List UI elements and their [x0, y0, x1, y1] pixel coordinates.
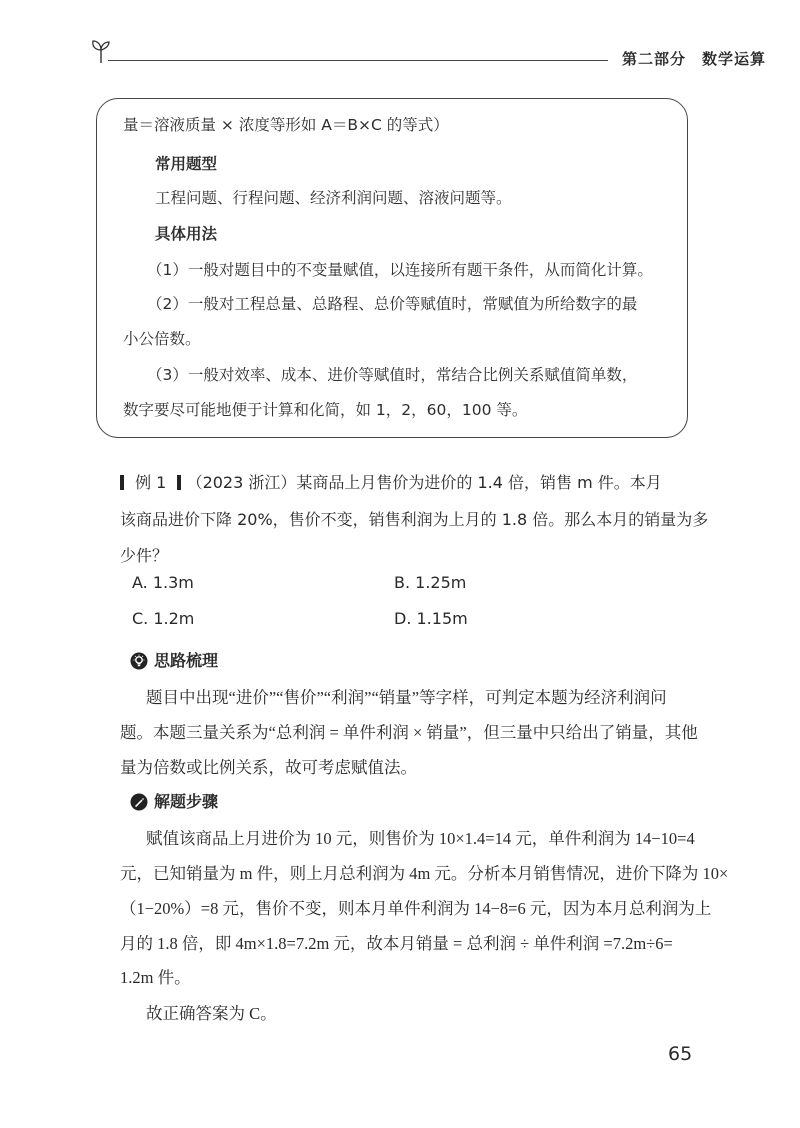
- page-number: 65: [668, 1043, 693, 1065]
- option-c: C. 1.2m: [132, 609, 195, 628]
- analysis-heading-text: 思路梳理: [154, 651, 219, 670]
- solution-line-4: 月的 1.8 倍，即 4m×1.8=7.2m 元，故本月销量 = 总利润 ÷ 单件利润 =7.2m÷6=: [120, 934, 673, 953]
- option-a: A. 1.3m: [132, 573, 194, 592]
- analysis-line-2: 题。本题三量关系为“总利润 = 单件利润 × 销量”，但三量中只给出了销量，其他: [120, 723, 698, 742]
- option-d: D. 1.15m: [394, 609, 468, 628]
- box-continuation-line: 量＝溶液质量 × 浓度等形如 A＝B×C 的等式）: [123, 116, 449, 134]
- types-text: 工程问题、行程问题、经济利润问题、溶液问题等。: [155, 189, 512, 207]
- heading-common-types: 常用题型: [155, 155, 218, 173]
- usage-item-1: （1）一般对题目中的不变量赋值，以连接所有题干条件，从而简化计算。: [147, 261, 653, 279]
- method-box: [96, 98, 688, 438]
- solution-line-1: 赋值该商品上月进价为 10 元，则售价为 10×1.4=14 元，单件利润为 14−10=4: [146, 829, 695, 848]
- lightbulb-icon: [130, 652, 148, 670]
- usage-item-3a: （3）一般对效率、成本、进价等赋值时，常结合比例关系赋值简单数，: [147, 366, 638, 384]
- label-bar-left: [120, 475, 124, 490]
- analysis-line-3: 量为倍数或比例关系，故可考虑赋值法。: [120, 758, 417, 777]
- question-text-2: 该商品进价下降 20%，售价不变，销售利润为上月的 1.8 倍。那么本月的销量为多: [120, 510, 709, 529]
- label-bar-right: [177, 475, 181, 490]
- solution-heading-text: 解题步骤: [154, 792, 219, 811]
- header-rule: [108, 60, 608, 61]
- page-header: [90, 38, 767, 74]
- question-text-1: （2023 浙江）某商品上月售价为进价的 1.4 倍，销售 m 件。本月: [186, 473, 662, 492]
- section-title: 第二部分 数学运算: [622, 50, 767, 68]
- solution-line-3: （1−20%）=8 元，售价不变，则本月单件利润为 14−8=6 元，因为本月总利润为上: [120, 899, 712, 918]
- answer-line: 故正确答案为 C。: [146, 1004, 277, 1023]
- example-label: 例 1: [135, 473, 167, 492]
- usage-item-2a: （2）一般对工程总量、总路程、总价等赋值时，常赋值为所给数字的最: [147, 295, 638, 313]
- usage-item-2b: 小公倍数。: [123, 330, 201, 348]
- usage-item-3b: 数字要尽可能地便于计算和化简，如 1，2，60，100 等。: [123, 401, 528, 419]
- analysis-line-1: 题目中出现“进价”“售价”“利润”“销量”等字样，可判定本题为经济利润问: [146, 688, 667, 707]
- question-text-3: 少件？: [120, 546, 169, 565]
- solution-line-2: 元，已知销量为 m 件，则上月总利润为 4m 元。分析本月销售情况，进价下降为 10×: [120, 864, 729, 883]
- solution-heading: [130, 789, 218, 812]
- analysis-heading: [130, 648, 218, 671]
- example-line-1: [120, 470, 662, 493]
- option-b: B. 1.25m: [394, 573, 467, 592]
- solution-line-5: 1.2m 件。: [120, 968, 191, 987]
- heading-usage: 具体用法: [155, 225, 218, 243]
- pen-icon: [130, 793, 148, 811]
